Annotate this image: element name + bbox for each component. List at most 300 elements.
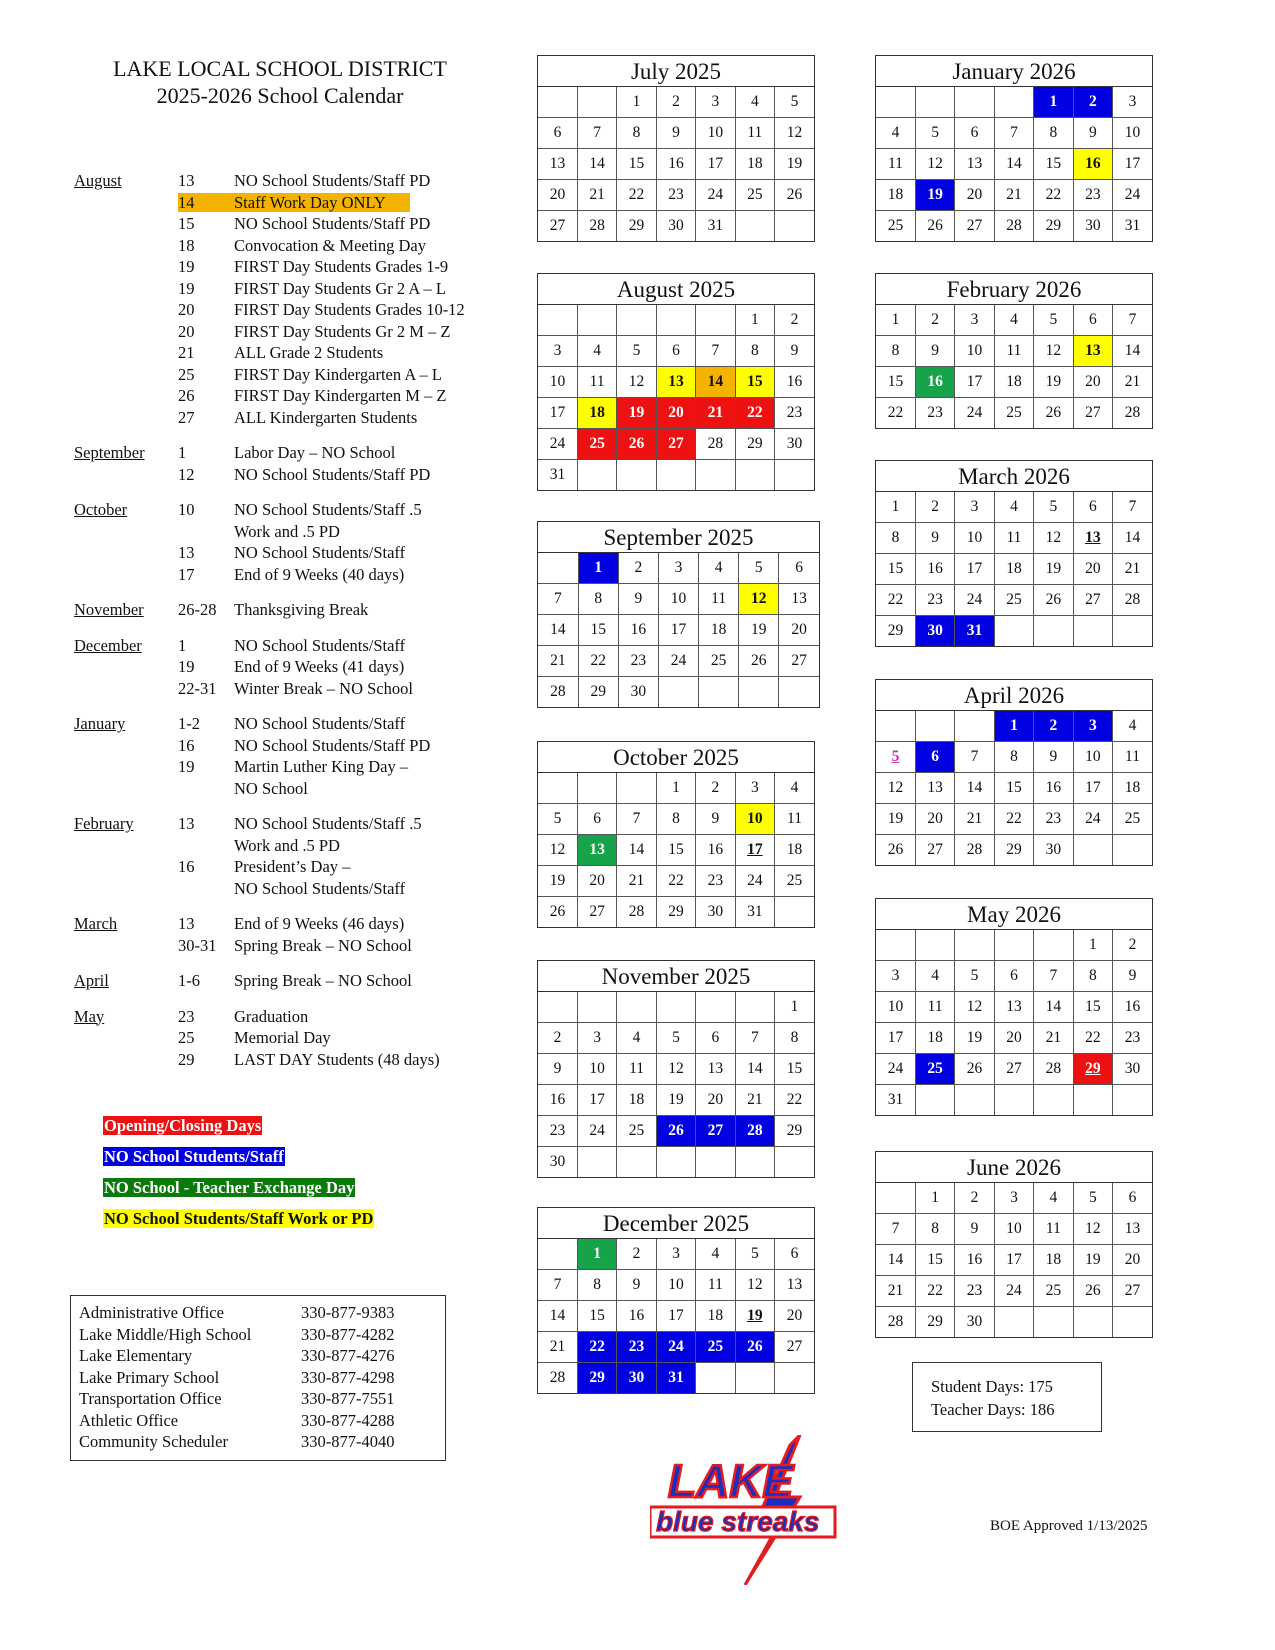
- event-description: FIRST Day Students Grades 10-12: [234, 300, 465, 319]
- day-cell: 25: [994, 398, 1033, 429]
- day-cell: 27: [577, 897, 616, 928]
- event-description: FIRST Day Students Gr 2 A – L: [234, 278, 446, 298]
- legend-item: [103, 1116, 374, 1147]
- day-cell: 21: [1034, 1023, 1073, 1054]
- day-cell: 9: [696, 804, 735, 835]
- day-cell: 23: [1034, 804, 1073, 835]
- event-month: May: [74, 1006, 105, 1026]
- day-cell: 12: [735, 1270, 774, 1301]
- phone-row: [75, 1431, 441, 1453]
- day-cell: 26: [617, 429, 656, 460]
- day-cell: 10: [538, 367, 577, 398]
- day-cell: 23: [1113, 1023, 1152, 1054]
- day-cell: 22: [876, 585, 915, 616]
- phone-row: [75, 1302, 441, 1324]
- event-description: ALL Kindergarten Students: [234, 407, 418, 427]
- empty-cell: [617, 1147, 656, 1178]
- phone-row: [75, 1367, 441, 1389]
- day-cell: 21: [735, 1085, 774, 1116]
- day-cell: 30: [656, 211, 695, 242]
- event-row: [74, 1027, 514, 1049]
- event-day: 17: [178, 564, 195, 584]
- day-cell: 28: [1113, 398, 1152, 429]
- empty-cell: [617, 992, 656, 1023]
- day-cell: 20: [779, 615, 819, 646]
- phone-number: 330-877-7551: [301, 1389, 395, 1408]
- empty-cell: [994, 930, 1033, 961]
- phone-number: 330-877-4282: [301, 1324, 395, 1344]
- phone-row: [75, 1410, 441, 1432]
- day-cell: 4: [915, 961, 954, 992]
- day-cell: 10: [955, 336, 994, 367]
- day-cell: 21: [538, 646, 578, 677]
- month-title: October 2025: [538, 742, 814, 773]
- day-cell: 3: [696, 87, 735, 118]
- day-cell: 24: [955, 585, 994, 616]
- day-cell: 23: [915, 585, 954, 616]
- day-cell: 5: [538, 804, 577, 835]
- event-month: January: [74, 714, 126, 733]
- day-cell: 4: [994, 305, 1033, 336]
- day-cell: 15: [915, 1245, 954, 1276]
- day-cell: 1: [915, 1183, 954, 1214]
- day-cell: 25: [876, 211, 915, 242]
- day-cell: 13: [656, 367, 695, 398]
- day-cell: 27: [915, 835, 954, 866]
- empty-cell: [955, 87, 994, 118]
- month-title: January 2026: [876, 56, 1152, 87]
- day-cell: 23: [1073, 180, 1112, 211]
- day-cell: 29: [577, 1363, 616, 1394]
- logo-blue-streaks-text: blue streaks: [656, 1506, 820, 1537]
- day-cell: 22: [915, 1276, 954, 1307]
- day-cell: 4: [775, 773, 814, 804]
- day-cell: 28: [1113, 585, 1152, 616]
- event-row: [74, 878, 514, 900]
- event-description: NO School Students/Staff: [234, 878, 406, 898]
- day-cell: 14: [994, 149, 1033, 180]
- day-cell: 9: [617, 1270, 656, 1301]
- event-month: November: [74, 600, 144, 619]
- day-cell: 26: [538, 897, 577, 928]
- day-cell: 5: [617, 336, 656, 367]
- event-description: NO School Students/Staff PD: [234, 214, 431, 233]
- day-cell: 31: [876, 1085, 915, 1116]
- empty-cell: [915, 1085, 954, 1116]
- empty-cell: [994, 1307, 1033, 1338]
- day-cell: 12: [538, 835, 577, 866]
- day-cell: 21: [617, 866, 656, 897]
- day-cell: 11: [915, 992, 954, 1023]
- day-cell: 8: [775, 1023, 814, 1054]
- day-cell: 30: [696, 897, 735, 928]
- day-cell: 30: [1073, 211, 1112, 242]
- empty-cell: [577, 460, 616, 491]
- event-description: Convocation & Meeting Day: [234, 235, 427, 255]
- event-day: 10: [178, 500, 195, 519]
- event-row: [74, 1049, 514, 1071]
- day-cell: 5: [739, 553, 779, 584]
- month-calendar: [875, 460, 1153, 647]
- event-row: [74, 364, 514, 386]
- event-day: 18: [178, 235, 195, 255]
- day-cell: 14: [538, 615, 578, 646]
- day-cell: 7: [538, 1270, 577, 1301]
- event-description: FIRST Day Kindergarten A – L: [234, 364, 442, 384]
- day-cell: 19: [656, 1085, 695, 1116]
- day-cell: 4: [1113, 711, 1152, 742]
- day-cell: 11: [577, 367, 616, 398]
- day-cell: 26: [739, 646, 779, 677]
- empty-cell: [656, 1147, 695, 1178]
- month-title: June 2026: [876, 1152, 1152, 1183]
- day-cell: 3: [658, 553, 698, 584]
- day-cell: 16: [538, 1085, 577, 1116]
- day-cell: 25: [735, 180, 774, 211]
- day-cell: 26: [775, 180, 814, 211]
- event-month: March: [74, 914, 118, 933]
- day-cell: 3: [876, 961, 915, 992]
- events-list: [74, 170, 514, 1070]
- day-cell: 20: [577, 866, 616, 897]
- day-cell: 23: [617, 1332, 656, 1363]
- event-description: NO School: [234, 778, 308, 798]
- event-description: NO School Students/Staff PD: [234, 735, 431, 755]
- day-cell: 6: [696, 1023, 735, 1054]
- day-cell: 22: [735, 398, 774, 429]
- day-cell: 19: [538, 866, 577, 897]
- day-cell: 19: [775, 149, 814, 180]
- day-cell: 29: [656, 897, 695, 928]
- event-description: ALL Grade 2 Students: [234, 343, 384, 362]
- day-cell: 15: [577, 1301, 616, 1332]
- day-cell: 6: [775, 1239, 814, 1270]
- day-cell: 5: [1034, 305, 1073, 336]
- day-cell: 9: [1113, 961, 1152, 992]
- event-day: 21: [178, 343, 195, 362]
- day-cell: 30: [618, 677, 658, 708]
- day-cell: 10: [658, 584, 698, 615]
- day-cell: 4: [577, 336, 616, 367]
- day-cell: 2: [775, 305, 814, 336]
- day-cell: 29: [1073, 1054, 1112, 1085]
- day-cell: 17: [658, 615, 698, 646]
- day-cell: 19: [739, 615, 779, 646]
- day-cell: 7: [617, 804, 656, 835]
- day-cell: 27: [696, 1116, 735, 1147]
- spacer: [74, 699, 514, 713]
- day-cell: 6: [955, 118, 994, 149]
- day-cell: 1: [1034, 87, 1073, 118]
- phone-directory: [70, 1295, 446, 1461]
- day-cell: 3: [1113, 87, 1152, 118]
- day-cell: 18: [735, 149, 774, 180]
- event-row: [74, 278, 514, 300]
- event-day: 19: [178, 757, 195, 776]
- day-cell: 7: [994, 118, 1033, 149]
- day-cell: 18: [994, 367, 1033, 398]
- event-row: [74, 299, 514, 321]
- empty-cell: [617, 773, 656, 804]
- empty-cell: [779, 677, 819, 708]
- day-cell: 3: [994, 1183, 1033, 1214]
- month-calendar: [537, 273, 815, 491]
- day-cell: 9: [1073, 118, 1112, 149]
- empty-cell: [775, 211, 814, 242]
- day-cell: 11: [876, 149, 915, 180]
- day-cell: 10: [1113, 118, 1152, 149]
- month-title: September 2025: [538, 522, 819, 553]
- day-cell: 16: [775, 367, 814, 398]
- day-cell: 8: [578, 584, 618, 615]
- office-name: Athletic Office: [79, 1410, 179, 1430]
- office-name: Lake Elementary: [79, 1346, 193, 1365]
- empty-cell: [735, 211, 774, 242]
- day-cell: 21: [538, 1332, 577, 1363]
- day-cell: 31: [538, 460, 577, 491]
- event-day: 22-31: [178, 678, 217, 698]
- event-month: September: [74, 443, 145, 462]
- day-cell: 14: [735, 1054, 774, 1085]
- day-cell: 5: [775, 87, 814, 118]
- day-cell: 3: [538, 336, 577, 367]
- day-cell: 10: [656, 1270, 695, 1301]
- day-cell: 22: [577, 1332, 616, 1363]
- event-day: 26: [178, 386, 195, 405]
- empty-cell: [1113, 1085, 1152, 1116]
- event-description: NO School Students/Staff .5: [234, 500, 422, 519]
- day-cell: 27: [538, 211, 577, 242]
- office-name: Lake Middle/High School: [79, 1324, 252, 1344]
- empty-cell: [577, 992, 616, 1023]
- day-cell: 26: [1073, 1276, 1112, 1307]
- day-cell: 18: [1113, 773, 1152, 804]
- day-cell: 16: [915, 367, 954, 398]
- day-cell: 20: [538, 180, 577, 211]
- phone-number: 330-877-9383: [301, 1303, 395, 1322]
- empty-cell: [538, 553, 578, 584]
- day-cell: 31: [735, 897, 774, 928]
- day-cell: 15: [1034, 149, 1073, 180]
- day-cell: 25: [915, 1054, 954, 1085]
- day-cell: 14: [955, 773, 994, 804]
- month-title: December 2025: [538, 1208, 814, 1239]
- legend-item: [103, 1209, 374, 1240]
- event-description: Spring Break – NO School: [234, 971, 412, 990]
- day-cell: 28: [876, 1307, 915, 1338]
- empty-cell: [577, 87, 616, 118]
- empty-cell: [1113, 616, 1152, 647]
- month-calendar: [537, 55, 815, 242]
- day-cell: 2: [618, 553, 658, 584]
- day-cell: 19: [735, 1301, 774, 1332]
- day-cell: 22: [775, 1085, 814, 1116]
- spacer: [74, 485, 514, 499]
- event-day: 19: [178, 257, 195, 276]
- event-row: [74, 778, 514, 800]
- day-cell: 6: [915, 742, 954, 773]
- day-cell: 9: [915, 523, 954, 554]
- day-cell: 24: [735, 866, 774, 897]
- event-day: 29: [178, 1049, 195, 1069]
- day-cell: 7: [1113, 305, 1152, 336]
- spacer: [74, 799, 514, 813]
- day-cell: 27: [1073, 398, 1112, 429]
- day-cell: 29: [578, 677, 618, 708]
- event-description: FIRST Day Students Grades 1-9: [234, 257, 449, 276]
- day-cell: 5: [656, 1023, 695, 1054]
- day-cell: 12: [1034, 523, 1073, 554]
- event-row: [74, 856, 514, 878]
- day-cell: 3: [577, 1023, 616, 1054]
- event-description: NO School Students/Staff: [234, 714, 406, 733]
- event-row: [74, 678, 514, 700]
- event-month: August: [74, 171, 122, 190]
- empty-cell: [876, 711, 915, 742]
- day-cell: 1: [617, 87, 656, 118]
- phone-row: [75, 1388, 441, 1410]
- day-cell: 5: [915, 118, 954, 149]
- spacer: [74, 899, 514, 913]
- legend: [103, 1116, 374, 1240]
- logo-lake-text: LAKE: [668, 1455, 794, 1507]
- event-day: 20: [178, 300, 195, 319]
- day-cell: 18: [876, 180, 915, 211]
- day-cell: 27: [955, 211, 994, 242]
- phone-row: [75, 1345, 441, 1367]
- day-cell: 18: [775, 835, 814, 866]
- day-cell: 24: [696, 180, 735, 211]
- day-cell: 23: [775, 398, 814, 429]
- day-cell: 25: [1113, 804, 1152, 835]
- day-cell: 30: [955, 1307, 994, 1338]
- day-cell: 19: [876, 804, 915, 835]
- event-row: [74, 321, 514, 343]
- day-cell: 11: [696, 1270, 735, 1301]
- day-cell: 28: [696, 429, 735, 460]
- day-cell: 2: [538, 1023, 577, 1054]
- event-day: 16: [178, 735, 195, 755]
- empty-cell: [775, 897, 814, 928]
- event-description: End of 9 Weeks (40 days): [234, 564, 405, 584]
- day-cell: 8: [1073, 961, 1112, 992]
- event-row: [74, 1006, 514, 1028]
- empty-cell: [538, 305, 577, 336]
- day-cell: 5: [1073, 1183, 1112, 1214]
- day-cell: 9: [915, 336, 954, 367]
- empty-cell: [775, 460, 814, 491]
- empty-cell: [1034, 1085, 1073, 1116]
- event-description: Labor Day – NO School: [234, 443, 396, 462]
- event-row: [74, 835, 514, 857]
- day-cell: 10: [994, 1214, 1033, 1245]
- day-cell: 3: [955, 492, 994, 523]
- day-cell: 20: [696, 1085, 735, 1116]
- day-cell: 7: [538, 584, 578, 615]
- office-name: Community Scheduler: [79, 1432, 228, 1451]
- day-cell: 8: [994, 742, 1033, 773]
- empty-cell: [994, 1085, 1033, 1116]
- event-description: Work and .5 PD: [234, 521, 340, 541]
- day-cell: 28: [538, 1363, 577, 1394]
- day-cell: 26: [876, 835, 915, 866]
- event-row: [74, 756, 514, 778]
- day-cell: 1: [1073, 930, 1112, 961]
- day-cell: 13: [779, 584, 819, 615]
- day-cell: 22: [1034, 180, 1073, 211]
- event-row: [74, 970, 514, 992]
- empty-cell: [1113, 835, 1152, 866]
- month-calendar: [875, 55, 1153, 242]
- day-cell: 16: [915, 554, 954, 585]
- legend-label: NO School - Teacher Exchange Day: [104, 1178, 355, 1197]
- event-day: 13: [178, 171, 195, 190]
- day-cell: 18: [699, 615, 739, 646]
- day-cell: 9: [618, 584, 658, 615]
- empty-cell: [656, 305, 695, 336]
- office-name: Transportation Office: [79, 1389, 222, 1408]
- event-description: Graduation: [234, 1006, 309, 1026]
- day-cell: 21: [1113, 367, 1152, 398]
- empty-cell: [538, 1239, 577, 1270]
- day-cell: 11: [994, 523, 1033, 554]
- day-cell: 2: [696, 773, 735, 804]
- empty-cell: [1113, 1307, 1152, 1338]
- day-cell: 23: [538, 1116, 577, 1147]
- day-cell: 30: [538, 1147, 577, 1178]
- day-cell: 6: [577, 804, 616, 835]
- day-cell: 1: [735, 305, 774, 336]
- empty-cell: [994, 616, 1033, 647]
- event-day: 1: [178, 443, 187, 462]
- day-cell: 9: [538, 1054, 577, 1085]
- empty-cell: [577, 1147, 616, 1178]
- day-totals: [912, 1362, 1102, 1432]
- day-cell: 9: [955, 1214, 994, 1245]
- empty-cell: [955, 711, 994, 742]
- day-cell: 12: [915, 149, 954, 180]
- day-cell: 12: [876, 773, 915, 804]
- day-cell: 8: [1034, 118, 1073, 149]
- event-row: [74, 542, 514, 564]
- day-cell: 15: [656, 835, 695, 866]
- day-cell: 22: [656, 866, 695, 897]
- day-cell: 1: [876, 492, 915, 523]
- empty-cell: [1073, 1085, 1112, 1116]
- day-cell: 28: [617, 897, 656, 928]
- day-cell: 13: [1073, 336, 1112, 367]
- day-cell: 15: [876, 554, 915, 585]
- day-cell: 10: [876, 992, 915, 1023]
- day-cell: 12: [656, 1054, 695, 1085]
- day-cell: 14: [577, 149, 616, 180]
- day-cell: 14: [1034, 992, 1073, 1023]
- month-calendar: [537, 741, 815, 928]
- day-cell: 11: [699, 584, 739, 615]
- empty-cell: [775, 1147, 814, 1178]
- day-cell: 25: [994, 585, 1033, 616]
- day-cell: 31: [656, 1363, 695, 1394]
- event-description: Winter Break – NO School: [234, 678, 413, 698]
- day-cell: 20: [1073, 554, 1112, 585]
- day-cell: 10: [735, 804, 774, 835]
- day-cell: 13: [955, 149, 994, 180]
- event-row: [74, 407, 514, 429]
- day-cell: 18: [994, 554, 1033, 585]
- day-cell: 17: [577, 1085, 616, 1116]
- day-cell: 5: [735, 1239, 774, 1270]
- phone-number: 330-877-4040: [301, 1432, 395, 1451]
